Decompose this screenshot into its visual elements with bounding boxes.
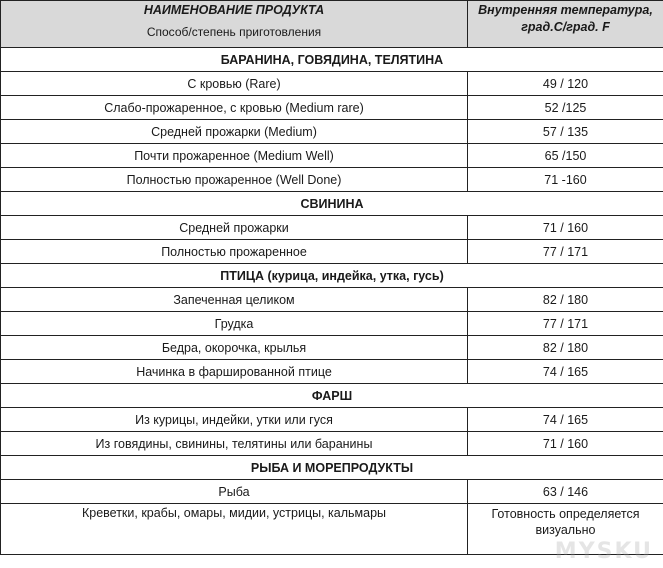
- product-method-cell: Полностью прожаренное: [1, 240, 468, 264]
- table-row: [1, 408, 663, 432]
- temperature-cell: [468, 312, 663, 336]
- product-method-cell: Из курицы, индейки, утки или гуся: [1, 408, 468, 432]
- table-row: [1, 120, 663, 144]
- section-header-row: [1, 384, 663, 408]
- product-method-cell: Слабо-прожаренное, с кровью (Medium rare): [1, 96, 468, 120]
- product-method-cell: Запеченная целиком: [1, 288, 468, 312]
- table-row: [1, 312, 663, 336]
- table-row: [1, 216, 663, 240]
- table-row: [1, 336, 663, 360]
- header-product-title: НАИМЕНОВАНИЕ ПРОДУКТА: [143, 3, 325, 17]
- table-row: [1, 480, 663, 504]
- product-method-cell: Начинка в фаршированной птице: [1, 360, 468, 384]
- table-header: [1, 1, 663, 48]
- temperature-value: 77 / 171: [542, 316, 589, 331]
- temperature-value: 57 / 135: [542, 124, 589, 139]
- temperature-value: 71 -160: [544, 172, 587, 187]
- section-header-row: [1, 192, 663, 216]
- table-row: [1, 240, 663, 264]
- section-title: ФАРШ: [1, 384, 663, 408]
- header-temp-title: Внутренняя температура, град.С/град. F: [478, 3, 653, 34]
- section-title: ПТИЦА (курица, индейка, утка, гусь): [1, 264, 663, 288]
- temperature-cell: [468, 288, 663, 312]
- temperature-value: 74 / 165: [542, 412, 589, 427]
- product-method-cell: Грудка: [1, 312, 468, 336]
- temperature-value: 77 / 171: [542, 244, 589, 259]
- temperature-value: 71 / 160: [542, 220, 589, 235]
- product-method-cell: Рыба: [1, 480, 468, 504]
- temperature-value: 63 / 146: [542, 484, 589, 499]
- temperature-cell: [468, 336, 663, 360]
- temperature-value: Готовность определяется визуально: [491, 507, 640, 537]
- table-row: [1, 168, 663, 192]
- temperature-cell: [468, 96, 663, 120]
- table-row: [1, 144, 663, 168]
- product-method-cell: Почти прожаренное (Medium Well): [1, 144, 468, 168]
- temperature-value: 49 / 120: [542, 76, 589, 91]
- temperature-value: 52 /125: [544, 100, 587, 115]
- temperature-cell: [468, 480, 663, 504]
- temperature-value: 74 / 165: [542, 364, 589, 379]
- watermark-logo: MYSKU: [554, 539, 653, 564]
- temperature-value: 71 / 160: [542, 436, 589, 451]
- table-row: [1, 360, 663, 384]
- product-method-cell: Средней прожарки (Medium): [1, 120, 468, 144]
- section-title: РЫБА И МОРЕПРОДУКТЫ: [1, 456, 663, 480]
- temperature-cell: [468, 408, 663, 432]
- header-temp-cell: [468, 1, 663, 48]
- temperature-cell: [468, 120, 663, 144]
- header-product-cell: [1, 1, 468, 48]
- section-title: БАРАНИНА, ГОВЯДИНА, ТЕЛЯТИНА: [1, 48, 663, 72]
- table-row: [1, 72, 663, 96]
- table-row: [1, 288, 663, 312]
- header-product-subtitle: Способ/степень приготовления: [146, 25, 322, 39]
- temperature-cell: [468, 144, 663, 168]
- temperature-cell: [468, 72, 663, 96]
- temperature-value: 82 / 180: [542, 292, 589, 307]
- temperature-cell: [468, 216, 663, 240]
- product-method-cell: Креветки, крабы, омары, мидии, устрицы, кальмары: [1, 504, 468, 555]
- temperature-value: 82 / 180: [542, 340, 589, 355]
- product-method-cell: Из говядины, свинины, телятины или баранины: [1, 432, 468, 456]
- section-header-row: [1, 456, 663, 480]
- product-method-cell: Бедра, окорочка, крылья: [1, 336, 468, 360]
- section-title: СВИНИНА: [1, 192, 663, 216]
- table-row: [1, 96, 663, 120]
- product-method-cell: С кровью (Rare): [1, 72, 468, 96]
- table-row: [1, 432, 663, 456]
- temperature-cell: [468, 168, 663, 192]
- section-header-row: [1, 48, 663, 72]
- product-method-cell: Средней прожарки: [1, 216, 468, 240]
- temperature-cell: [468, 360, 663, 384]
- section-header-row: [1, 264, 663, 288]
- temperature-cell: [468, 432, 663, 456]
- temperature-value: 65 /150: [544, 148, 587, 163]
- product-method-cell: Полностью прожаренное (Well Done): [1, 168, 468, 192]
- temperature-cell: [468, 240, 663, 264]
